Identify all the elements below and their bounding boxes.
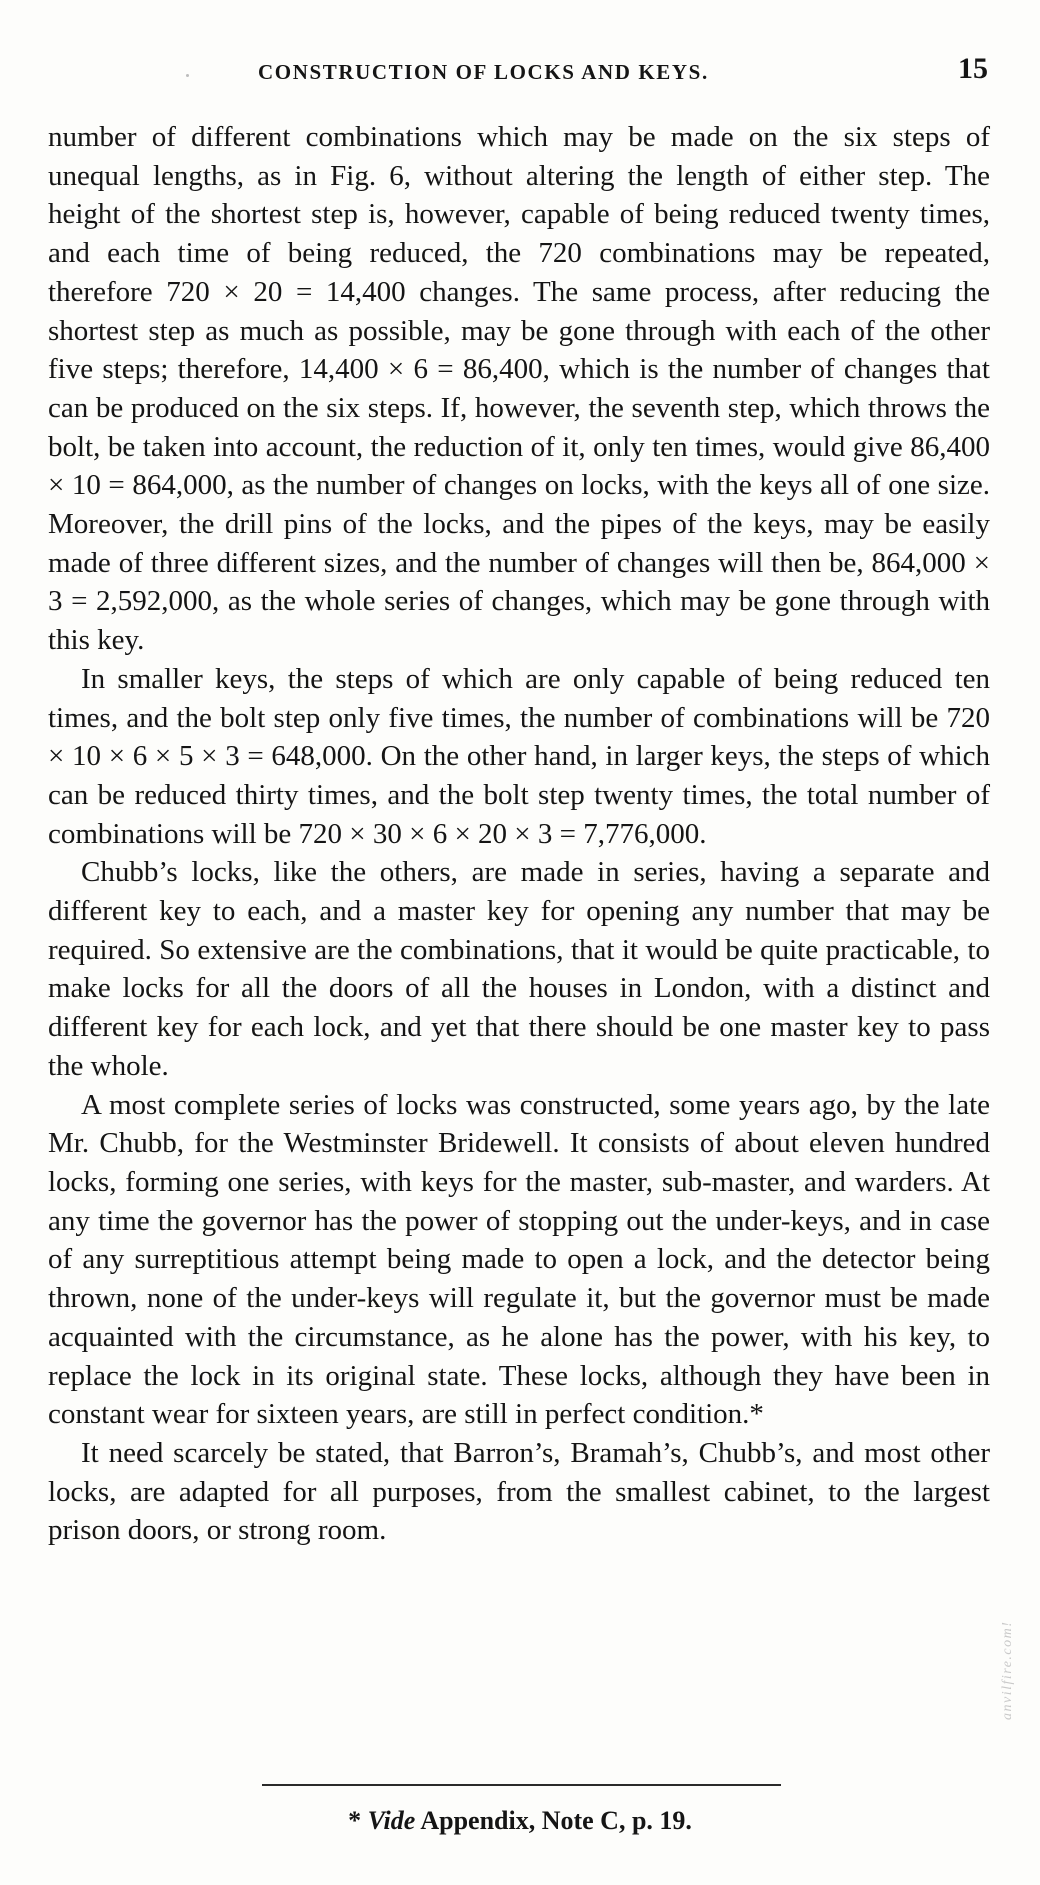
running-title: CONSTRUCTION OF LOCKS AND KEYS.	[258, 60, 709, 84]
paragraph-adapted-purposes: It need scarcely be stated, that Barron’s, Bramah’s, Chubb’s, and most other locks, are adapted for all purposes, from the smallest cabinet, to the largest prison doors, or strong room.	[48, 1436, 990, 1547]
watermark: anvilfire.com!	[1000, 1620, 1015, 1720]
paragraph-continued: number of different combinations which may be made on the six steps of unequal lengths, as in Fig. 6, without altering the length of either step. The height of the shortest step is, however, capable of being reduced twenty times, and each time of being reduced, the 720 combinations may be repeated, therefore 720 × 20 = 14,400 changes. The same process, after reducing the shortest step as much as possible, may be gone through with each of the other five steps; therefore, 14,400 × 6 = 86,400, which is the number of changes that can be produced on the six steps. If, however, the seventh step, which throws the bolt, be taken into account, the reduction of it, only ten times, would give 86,400 × 10 = 864,000, as the number of changes on locks, with the keys all of one size. Moreover, the drill pins of the locks, and the pipes of the keys, may be easily made of three different sizes, and the number of changes will then be, 864,000 × 3 = 2,592,000, as the whole series of changes, which may be gone through with this key.	[48, 121, 990, 657]
footnote-vide: Vide	[367, 1806, 416, 1835]
page-number: 15	[958, 52, 988, 85]
footnote-marker: *	[348, 1806, 362, 1835]
footnote-rule	[262, 1784, 781, 1786]
footnote-text: Appendix, Note C, p. 19.	[420, 1806, 692, 1835]
paragraph-westminster-bridewell: A most complete series of locks was constructed, some years ago, by the late Mr. Chubb, for the Westminster Bridewell. It consists of about eleven hundred locks, forming one series, with keys for the master, sub-master, and warders. At any time the governor has the power of stopping out the under-keys, and in case of any surreptitious attempt being made to open a lock, and the detector being thrown, none of the under-keys will regulate it, but the governor must be made acquainted with the circumstance, as he alone has the power, with his key, to replace the lock in its original state. These locks, although they have been in constant wear for sixteen years, are still in perfect condition.*	[48, 1088, 990, 1431]
running-head	[0, 52, 1040, 92]
footnote	[0, 1806, 1040, 1836]
body-text	[48, 118, 990, 1550]
paragraph-chubbs-series: Chubb’s locks, like the others, are made in series, having a separate and different key to each, and a master key for opening any number that may be required. So extensive are the combinations, that it would be quite practicable, to make locks for all the doors of all the houses in London, with a distinct and different key for each lock, and yet that there should be one master key to pass the whole.	[48, 856, 990, 1082]
paragraph-smaller-keys: In smaller keys, the steps of which are only capable of being reduced ten times, and the bolt step only five times, the number of combinations will be 720 × 10 × 6 × 5 × 3 = 648,000. On the other hand, in larger keys, the steps of which can be reduced thirty times, and the bolt step twenty times, the total number of combinations will be 720 × 30 × 6 × 20 × 3 = 7,776,000.	[48, 662, 990, 850]
